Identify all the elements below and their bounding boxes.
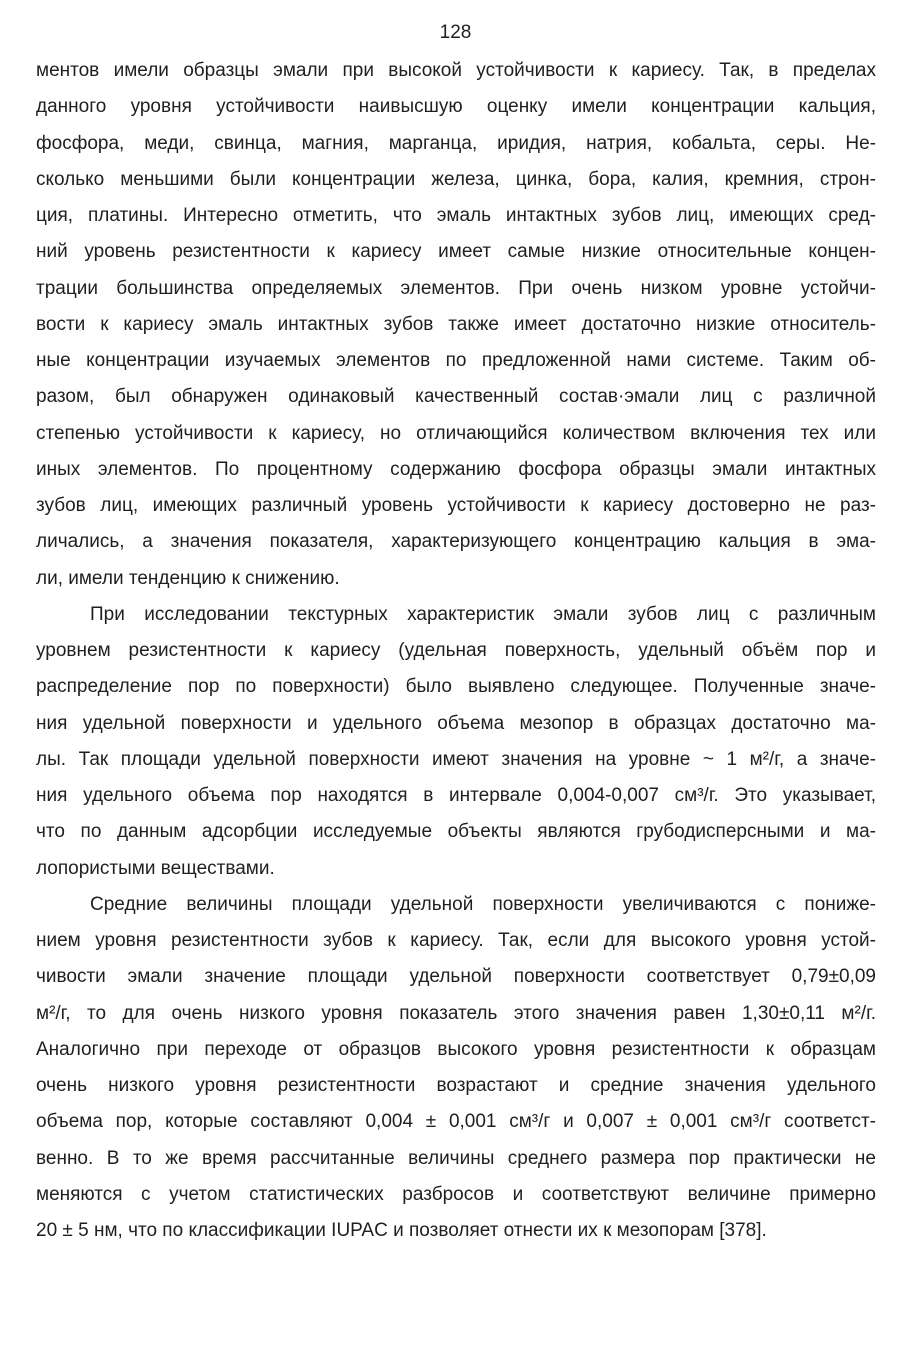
- text-line: нием уровня резистентности зубов к кариесу. Так, если для высокого уровня устой-: [36, 930, 876, 951]
- text-line: данного уровня устойчивости наивысшую оценку имели концентрации кальция,: [36, 96, 876, 118]
- text-line: объема пор, которые составляют 0,004 ± 0,001 см³/г и 0,007 ± 0,001 см³/г соответст-: [36, 1111, 876, 1133]
- text-line: чивости эмали значение площади удельной поверхности соответствует 0,79±0,09: [36, 966, 876, 988]
- text-line: ные концентрации изучаемых элементов по предложенной нами системе. Таким об-: [36, 350, 876, 371]
- text-line: уровнем резистентности к кариесу (удельная поверхность, удельный объём пор и: [36, 640, 876, 661]
- text-line: зубов лиц, имеющих различный уровень устойчивости к кариесу достоверно не раз-: [36, 495, 876, 516]
- text-line: ния удельного объема пор находятся в интервале 0,004-0,007 см³/г. Это указывает,: [36, 785, 876, 806]
- text-line: что по данным адсорбции исследуемые объекты являются грубодисперсными и ма-: [36, 821, 876, 843]
- text-line: При исследовании текстурных характеристик эмали зубов лиц с различным: [90, 603, 876, 625]
- text-line: степенью устойчивости к кариесу, но отличающийся количеством включения тех или: [36, 422, 876, 444]
- paragraph-2: [36, 600, 876, 890]
- text-line: ция, платины. Интересно отметить, что эмаль интактных зубов лиц, имеющих сред-: [36, 205, 876, 226]
- text-line: м²/г, то для очень низкого уровня показатель этого значения равен 1,30±0,11 м²/г.: [36, 1002, 876, 1024]
- text-line: сколько меньшими были концентрации железа, цинка, бора, калия, кремния, строн-: [36, 168, 876, 190]
- page-number: 128: [439, 22, 472, 43]
- text-line: лопористыми веществами.: [36, 857, 275, 879]
- text-line: меняются с учетом статистических разбросов и соответствуют величине примерно: [36, 1183, 876, 1205]
- text-line: личались, а значения показателя, характеризующего концентрацию кальция в эма-: [36, 531, 876, 553]
- paragraph-3: [36, 890, 876, 1253]
- text-line: ний уровень резистентности к кариесу имеет самые низкие относительные концен-: [36, 241, 876, 263]
- text-line: фосфора, меди, свинца, магния, марганца, иридия, натрия, кобальта, серы. Не-: [36, 132, 876, 154]
- text-line: Средние величины площади удельной поверхности увеличиваются с пониже-: [90, 893, 876, 915]
- page-body: [36, 56, 876, 1252]
- paragraph-1: [36, 56, 876, 600]
- text-line: ли, имели тенденцию к снижению.: [36, 567, 340, 589]
- text-line: иных элементов. По процентному содержанию фосфора образцы эмали интактных: [36, 458, 876, 480]
- text-line: очень низкого уровня резистентности возрастают и средние значения удельного: [36, 1075, 876, 1096]
- text-line: венно. В то же время рассчитанные величины среднего размера пор практически не: [36, 1147, 876, 1169]
- text-line: разом, был обнаружен одинаковый качественный состав·эмали лиц с различной: [36, 386, 876, 408]
- text-line: Аналогично при переходе от образцов высокого уровня резистентности к образцам: [36, 1038, 876, 1060]
- text-line: вости к кариесу эмаль интактных зубов также имеет достаточно низкие относитель-: [36, 313, 876, 335]
- text-line: трации большинства определяемых элементов. При очень низком уровне устойчи-: [36, 277, 876, 299]
- text-line: лы. Так площади удельной поверхности имеют значения на уровне ~ 1 м²/г, а значе-: [36, 748, 876, 770]
- text-line: 20 ± 5 нм, что по классификации IUPAC и позволяет отнести их к мезопорам [378].: [36, 1220, 767, 1241]
- text-line: ментов имели образцы эмали при высокой устойчивости к кариесу. Так, в пределах: [36, 60, 876, 81]
- text-line: распределение пор по поверхности) было выявлено следующее. Полученные значе-: [36, 676, 876, 698]
- text-line: ния удельной поверхности и удельного объема мезопор в образцах достаточно ма-: [36, 712, 876, 734]
